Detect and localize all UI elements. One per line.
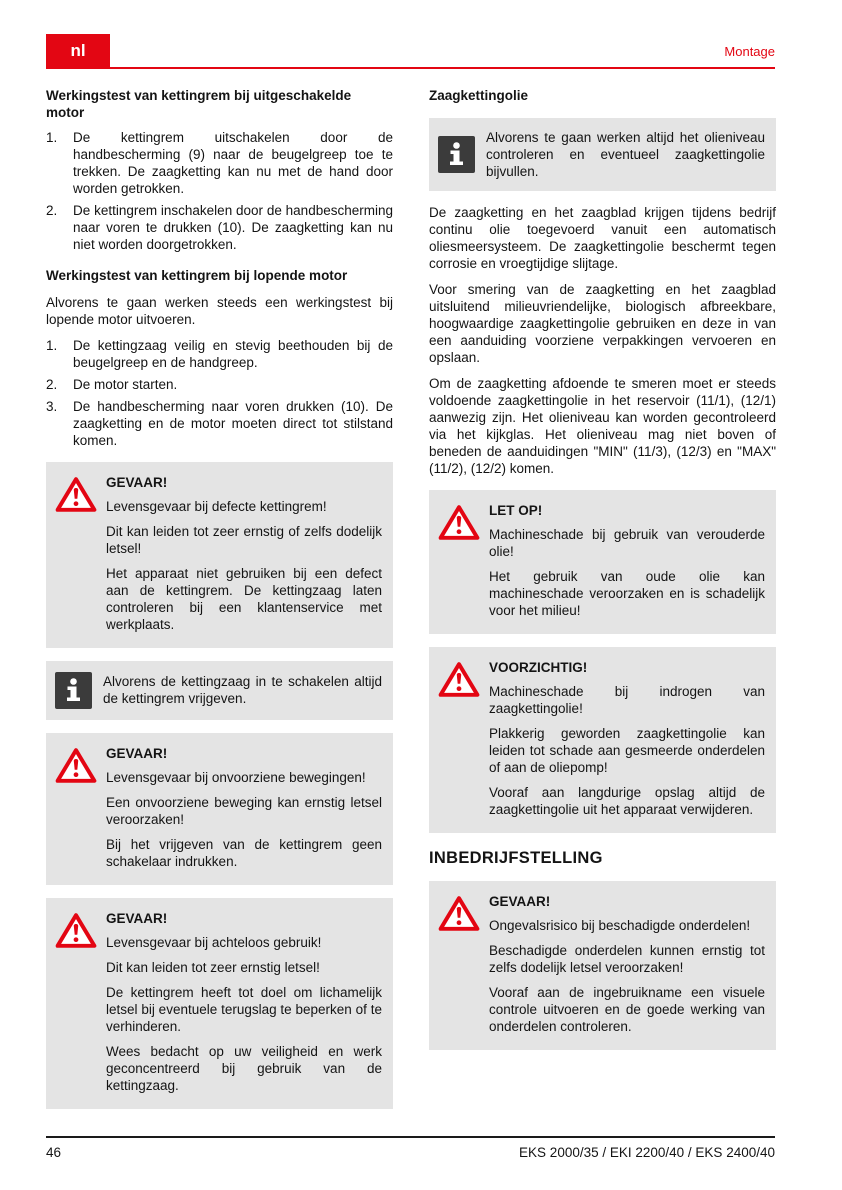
page-footer [46, 1136, 775, 1160]
list-text: De kettingrem uitschakelen door de handbescherming (9) naar de beugelgreep toe te trekken. De zaagketting kan nu met de hand door worden getrokken. [73, 129, 393, 196]
info-text: Alvorens te gaan werken altijd het olieniveau controleren en eventueel zaagkettingolie bijvullen. [486, 129, 765, 179]
warning-title: GEVAAR! [106, 474, 168, 490]
warning-paragraph: Levensgevaar bij onvoorziene bewegingen! [106, 769, 366, 785]
warning-paragraph: Machineschade bij indrogen van zaagkettingolie! [489, 683, 765, 716]
heading-chain-oil: Zaagkettingolie [429, 88, 529, 103]
heading-brake-test-running: Werkingstest van kettingrem bij lopende motor [46, 267, 348, 283]
section-label: Montage [724, 44, 775, 59]
warning-paragraph: Een onvoorziene beweging kan ernstig letsel veroorzaken! [106, 794, 382, 827]
warning-paragraph: Het gebruik van oude olie kan machineschade veroorzaken en is schadelijk voor het milieu! [489, 568, 765, 618]
info-text: Alvorens de kettingzaag in te schakelen altijd de kettingrem vrijgeven. [103, 674, 382, 707]
warning-triangle-icon [438, 504, 480, 541]
warning-triangle-icon [55, 747, 97, 784]
list-text: De kettingrem inschakelen door de handbescherming naar voren te drukken (10). De zaagketting kan nu niet worden doorgetrokken. [73, 202, 393, 252]
paragraph: Voor smering van de zaagketting en het zaagblad uitsluitend milieuvriendelijke, biologisch afbreekbare, hoogwaardige zaagkettingolie gebruiken en deze in van een aanduiding voorziene verpakkingen vervoeren en opslaan. [429, 281, 776, 365]
list-text: De kettingzaag veilig en stevig beethouden bij de beugelgreep en de handgreep. [73, 337, 393, 370]
warning-content [106, 475, 382, 633]
warning-paragraph: Levensgevaar bij defecte kettingrem! [106, 498, 327, 514]
list-number: 2. [46, 202, 58, 218]
warning-triangle-icon [438, 661, 480, 698]
list-item [46, 337, 393, 371]
language-badge: nl [46, 34, 110, 67]
list-item [46, 398, 393, 449]
warning-triangle-icon [438, 895, 480, 932]
list-item [46, 202, 393, 253]
page-number: 46 [46, 1145, 62, 1160]
heading-brake-test-off: Werkingstest van kettingrem bij uitgeschakelde motor [46, 88, 352, 120]
warning-paragraph: Wees bedacht op uw veiligheid en werk geconcentreerd bij gebruik van de kettingzaag. [106, 1043, 382, 1093]
list-text: De motor starten. [73, 376, 178, 392]
paragraph: Om de zaagketting afdoende te smeren moet er steeds voldoende zaagkettingolie in het reservoir (11/1), (12/1) aanwezig zijn. Het olieniveau kan worden gecontroleerd via het kijkglas. Het olieniveau mag niet boven of beneden de aanduidingen "MIN" (11/3), (12/3) en "MAX" (11/2), (12/2) komen. [429, 375, 776, 476]
warning-box-danger-brake [46, 462, 393, 648]
warning-content [489, 503, 765, 619]
list-text: De handbescherming naar voren drukken (10). De zaagketting en de motor moeten direct tot stilstand komen. [73, 398, 393, 448]
warning-paragraph: Ongevalsrisico bij beschadigde onderdelen! [489, 917, 751, 933]
warning-paragraph: Dit kan leiden tot zeer ernstig letsel! [106, 959, 320, 975]
left-column [46, 88, 393, 1122]
footer-models: EKS 2000/35 / EKI 2200/40 / EKS 2400/40 [519, 1145, 775, 1160]
heading-commissioning: INBEDRIJFSTELLING [429, 848, 603, 867]
list-item [46, 129, 393, 197]
warning-content [106, 911, 382, 1094]
warning-paragraph: Vooraf aan langdurige opslag altijd de zaagkettingolie uit het apparaat verwijderen. [489, 784, 765, 817]
warning-box-danger-careless [46, 898, 393, 1109]
warning-title: GEVAAR! [489, 893, 551, 909]
warning-box-danger-damaged-parts [429, 881, 776, 1050]
warning-triangle-icon [55, 476, 97, 513]
paragraph: De zaagketting en het zaagblad krijgen tijdens bedrijf continu olie toegevoerd vanuit een automatisch oliesmeersysteem. De zaagkettingolie beschermt tegen corrosie en vroegtijdige slijtage. [429, 204, 776, 271]
info-icon [438, 136, 475, 173]
warning-paragraph: Dit kan leiden tot zeer ernstig of zelfs dodelijk letsel! [106, 523, 382, 556]
paragraph: Alvorens te gaan werken steeds een werkingstest bij lopende motor uitvoeren. [46, 294, 393, 327]
warning-box-caution-dried-oil [429, 647, 776, 833]
list-item [46, 376, 393, 393]
info-icon [55, 672, 92, 709]
warning-paragraph: Machineschade bij gebruik van verouderde olie! [489, 526, 765, 559]
warning-box-danger-movement [46, 733, 393, 885]
warning-paragraph: Bij het vrijgeven van de kettingrem geen schakelaar indrukken. [106, 836, 382, 869]
warning-content [489, 660, 765, 818]
warning-content [489, 894, 765, 1035]
ordered-list-brake-off [46, 129, 393, 253]
warning-title: GEVAAR! [106, 910, 168, 926]
warning-box-attention-old-oil [429, 490, 776, 634]
list-number: 3. [46, 398, 58, 414]
warning-triangle-icon [55, 912, 97, 949]
warning-title: VOORZICHTIG! [489, 659, 588, 675]
warning-paragraph: De kettingrem heeft tot doel om lichamelijk letsel bij eventuele terugslag te beperken of te verhinderen. [106, 984, 382, 1034]
warning-paragraph: Vooraf aan de ingebruikname een visuele controle uitvoeren en de goede werking van onderdelen controleren. [489, 984, 765, 1034]
warning-paragraph: Beschadigde onderdelen kunnen ernstig tot zelfs dodelijk letsel veroorzaken! [489, 942, 765, 975]
list-number: 2. [46, 376, 58, 392]
two-column-layout [46, 88, 775, 1122]
info-box-release-brake [46, 661, 393, 720]
warning-title: GEVAAR! [106, 745, 168, 761]
info-box-oil-level [429, 118, 776, 191]
warning-paragraph: Het apparaat niet gebruiken bij een defect aan de kettingrem. De kettingzaag laten controleren bij een klantenservice met werkplaats. [106, 565, 382, 632]
warning-paragraph: Levensgevaar bij achteloos gebruik! [106, 934, 322, 950]
warning-content [106, 746, 382, 870]
ordered-list-brake-running [46, 337, 393, 449]
page-header [46, 0, 775, 69]
warning-paragraph: Plakkerig geworden zaagkettingolie kan leiden tot schade aan gesmeerde onderdelen of aan de oliepomp! [489, 725, 765, 775]
warning-title: LET OP! [489, 502, 543, 518]
list-number: 1. [46, 337, 58, 353]
right-column [429, 88, 776, 1122]
list-number: 1. [46, 129, 58, 145]
